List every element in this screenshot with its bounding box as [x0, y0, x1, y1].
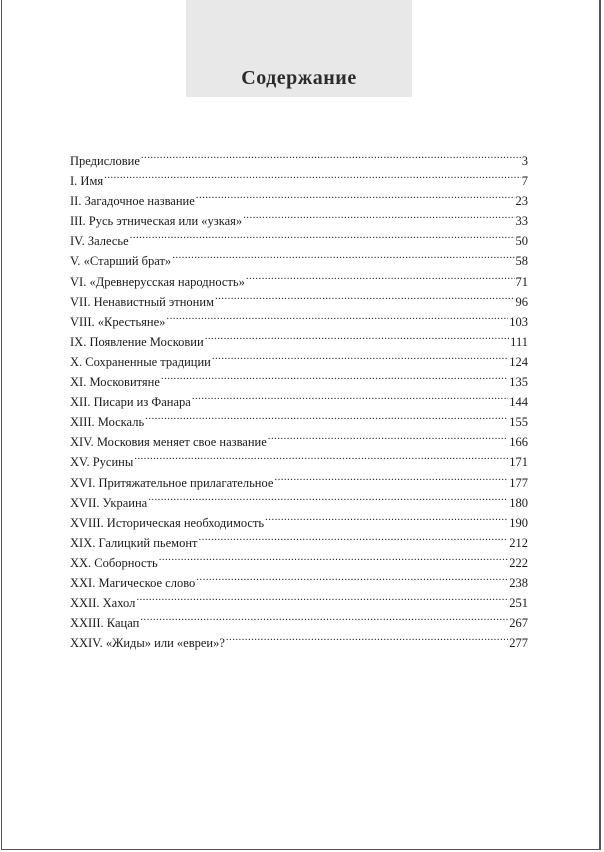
toc-entry-title: XIII. Москаль [70, 415, 145, 430]
toc-entry-page-number: 50 [515, 234, 528, 249]
dot-leader [246, 266, 515, 286]
toc-entry[interactable] [70, 245, 528, 269]
toc-entry-page-number: 3 [521, 154, 528, 168]
dot-leader [198, 527, 508, 547]
dot-leader [226, 627, 508, 647]
toc-entry-page-number: 103 [509, 314, 528, 329]
toc-entry-title: XXIV. «Жиды» или «евреи»? [70, 636, 225, 651]
toc-entry-page-number: 251 [509, 596, 528, 611]
dot-leader [215, 286, 515, 306]
toc-entry-title: II. Загадочное название [70, 194, 195, 209]
toc-entry[interactable] [70, 145, 528, 168]
toc-entry-page-number: 135 [509, 375, 528, 390]
toc-entry-page-number: 96 [515, 294, 528, 309]
toc-entry[interactable] [70, 587, 528, 611]
toc-entry-page-number: 144 [509, 395, 528, 410]
dot-leader [243, 205, 514, 225]
toc-entry-title: VI. «Древнерусская народность» [70, 274, 245, 289]
page-title: Содержание [241, 67, 357, 89]
toc-entry-title: XVI. Притяжательное прилагательное [70, 475, 274, 490]
toc-entry-page-number: 71 [515, 274, 528, 289]
toc-entry-page-number: 177 [509, 475, 528, 490]
dot-leader [130, 225, 515, 245]
toc-entry-page-number: 155 [509, 415, 528, 430]
toc-entry-page-number: 7 [521, 174, 528, 189]
toc-entry-title: III. Русь этническая или «узкая» [70, 214, 243, 229]
toc-entry-page-number: 111 [510, 334, 528, 349]
toc-entry-title: I. Имя [70, 174, 104, 189]
toc-entry-page-number: 58 [515, 254, 528, 269]
dot-leader [166, 306, 508, 326]
dot-leader [161, 366, 508, 386]
dot-leader [159, 547, 509, 567]
toc-entry-title: IV. Залесье [70, 234, 129, 249]
toc-entry-page-number: 238 [509, 575, 528, 590]
toc-entry-page-number: 222 [509, 555, 528, 570]
toc-entry-title: IX. Появление Московии [70, 334, 204, 349]
dot-leader [140, 607, 508, 627]
dot-leader [196, 567, 508, 587]
dot-leader [212, 346, 508, 366]
toc-entry-title: XV. Русины [70, 455, 134, 470]
toc-entry-title: XIX. Галицкий пьемонт [70, 535, 198, 550]
dot-leader [172, 245, 514, 265]
dot-leader [141, 145, 521, 165]
toc-entry[interactable] [70, 185, 528, 209]
toc-entry[interactable] [70, 467, 528, 490]
toc-entry-page-number: 267 [509, 616, 528, 631]
dot-leader [274, 467, 508, 487]
toc-entry-title: Предисловие [70, 154, 140, 168]
toc-entry-title: XX. Соборность [70, 555, 158, 570]
dot-leader [265, 507, 508, 527]
title-box [186, 0, 412, 97]
dot-leader [136, 587, 508, 607]
toc-entry-title: XXII. Хахол [70, 596, 136, 611]
toc-entry-title: XXIII. Кацап [70, 616, 140, 631]
dot-leader [196, 185, 515, 205]
toc-entry-page-number: 277 [509, 636, 528, 651]
toc-entry[interactable] [70, 225, 528, 249]
toc-entry-title: X. Сохраненные традиции [70, 354, 211, 369]
dot-leader [192, 386, 508, 406]
toc-entry-page-number: 180 [509, 495, 528, 510]
dot-leader [104, 165, 521, 185]
dot-leader [205, 326, 509, 346]
dot-leader [268, 426, 508, 446]
toc-entry-title: VIII. «Крестьяне» [70, 314, 166, 329]
toc-entry-title: XI. Московитяне [70, 375, 160, 390]
toc-entry-page-number: 23 [515, 194, 528, 209]
toc-entry[interactable] [70, 165, 528, 189]
toc-entry-title: XVIII. Историческая необходимость [70, 515, 265, 530]
table-of-contents [70, 145, 528, 651]
toc-entry-page-number: 124 [509, 354, 528, 369]
toc-entry-page-number: 166 [509, 435, 528, 450]
toc-entry-title: XIV. Московия меняет свое название [70, 435, 267, 450]
toc-entry-title: XVII. Украина [70, 495, 148, 510]
toc-entry[interactable] [70, 446, 528, 470]
dot-leader [148, 487, 508, 507]
toc-entry-title: V. «Старший брат» [70, 254, 172, 269]
toc-entry[interactable] [70, 607, 528, 631]
toc-entry-title: XII. Писари из Фанара [70, 395, 191, 410]
toc-entry-title: VII. Ненавистный этноним [70, 294, 214, 309]
toc-entry-page-number: 190 [509, 515, 528, 530]
toc-entry-title: XXI. Магическое слово [70, 575, 196, 590]
toc-entry-page-number: 33 [515, 214, 528, 229]
toc-entry-page-number: 171 [509, 455, 528, 470]
dot-leader [134, 446, 508, 466]
dot-leader [145, 406, 508, 426]
toc-entry-page-number: 212 [509, 535, 528, 550]
